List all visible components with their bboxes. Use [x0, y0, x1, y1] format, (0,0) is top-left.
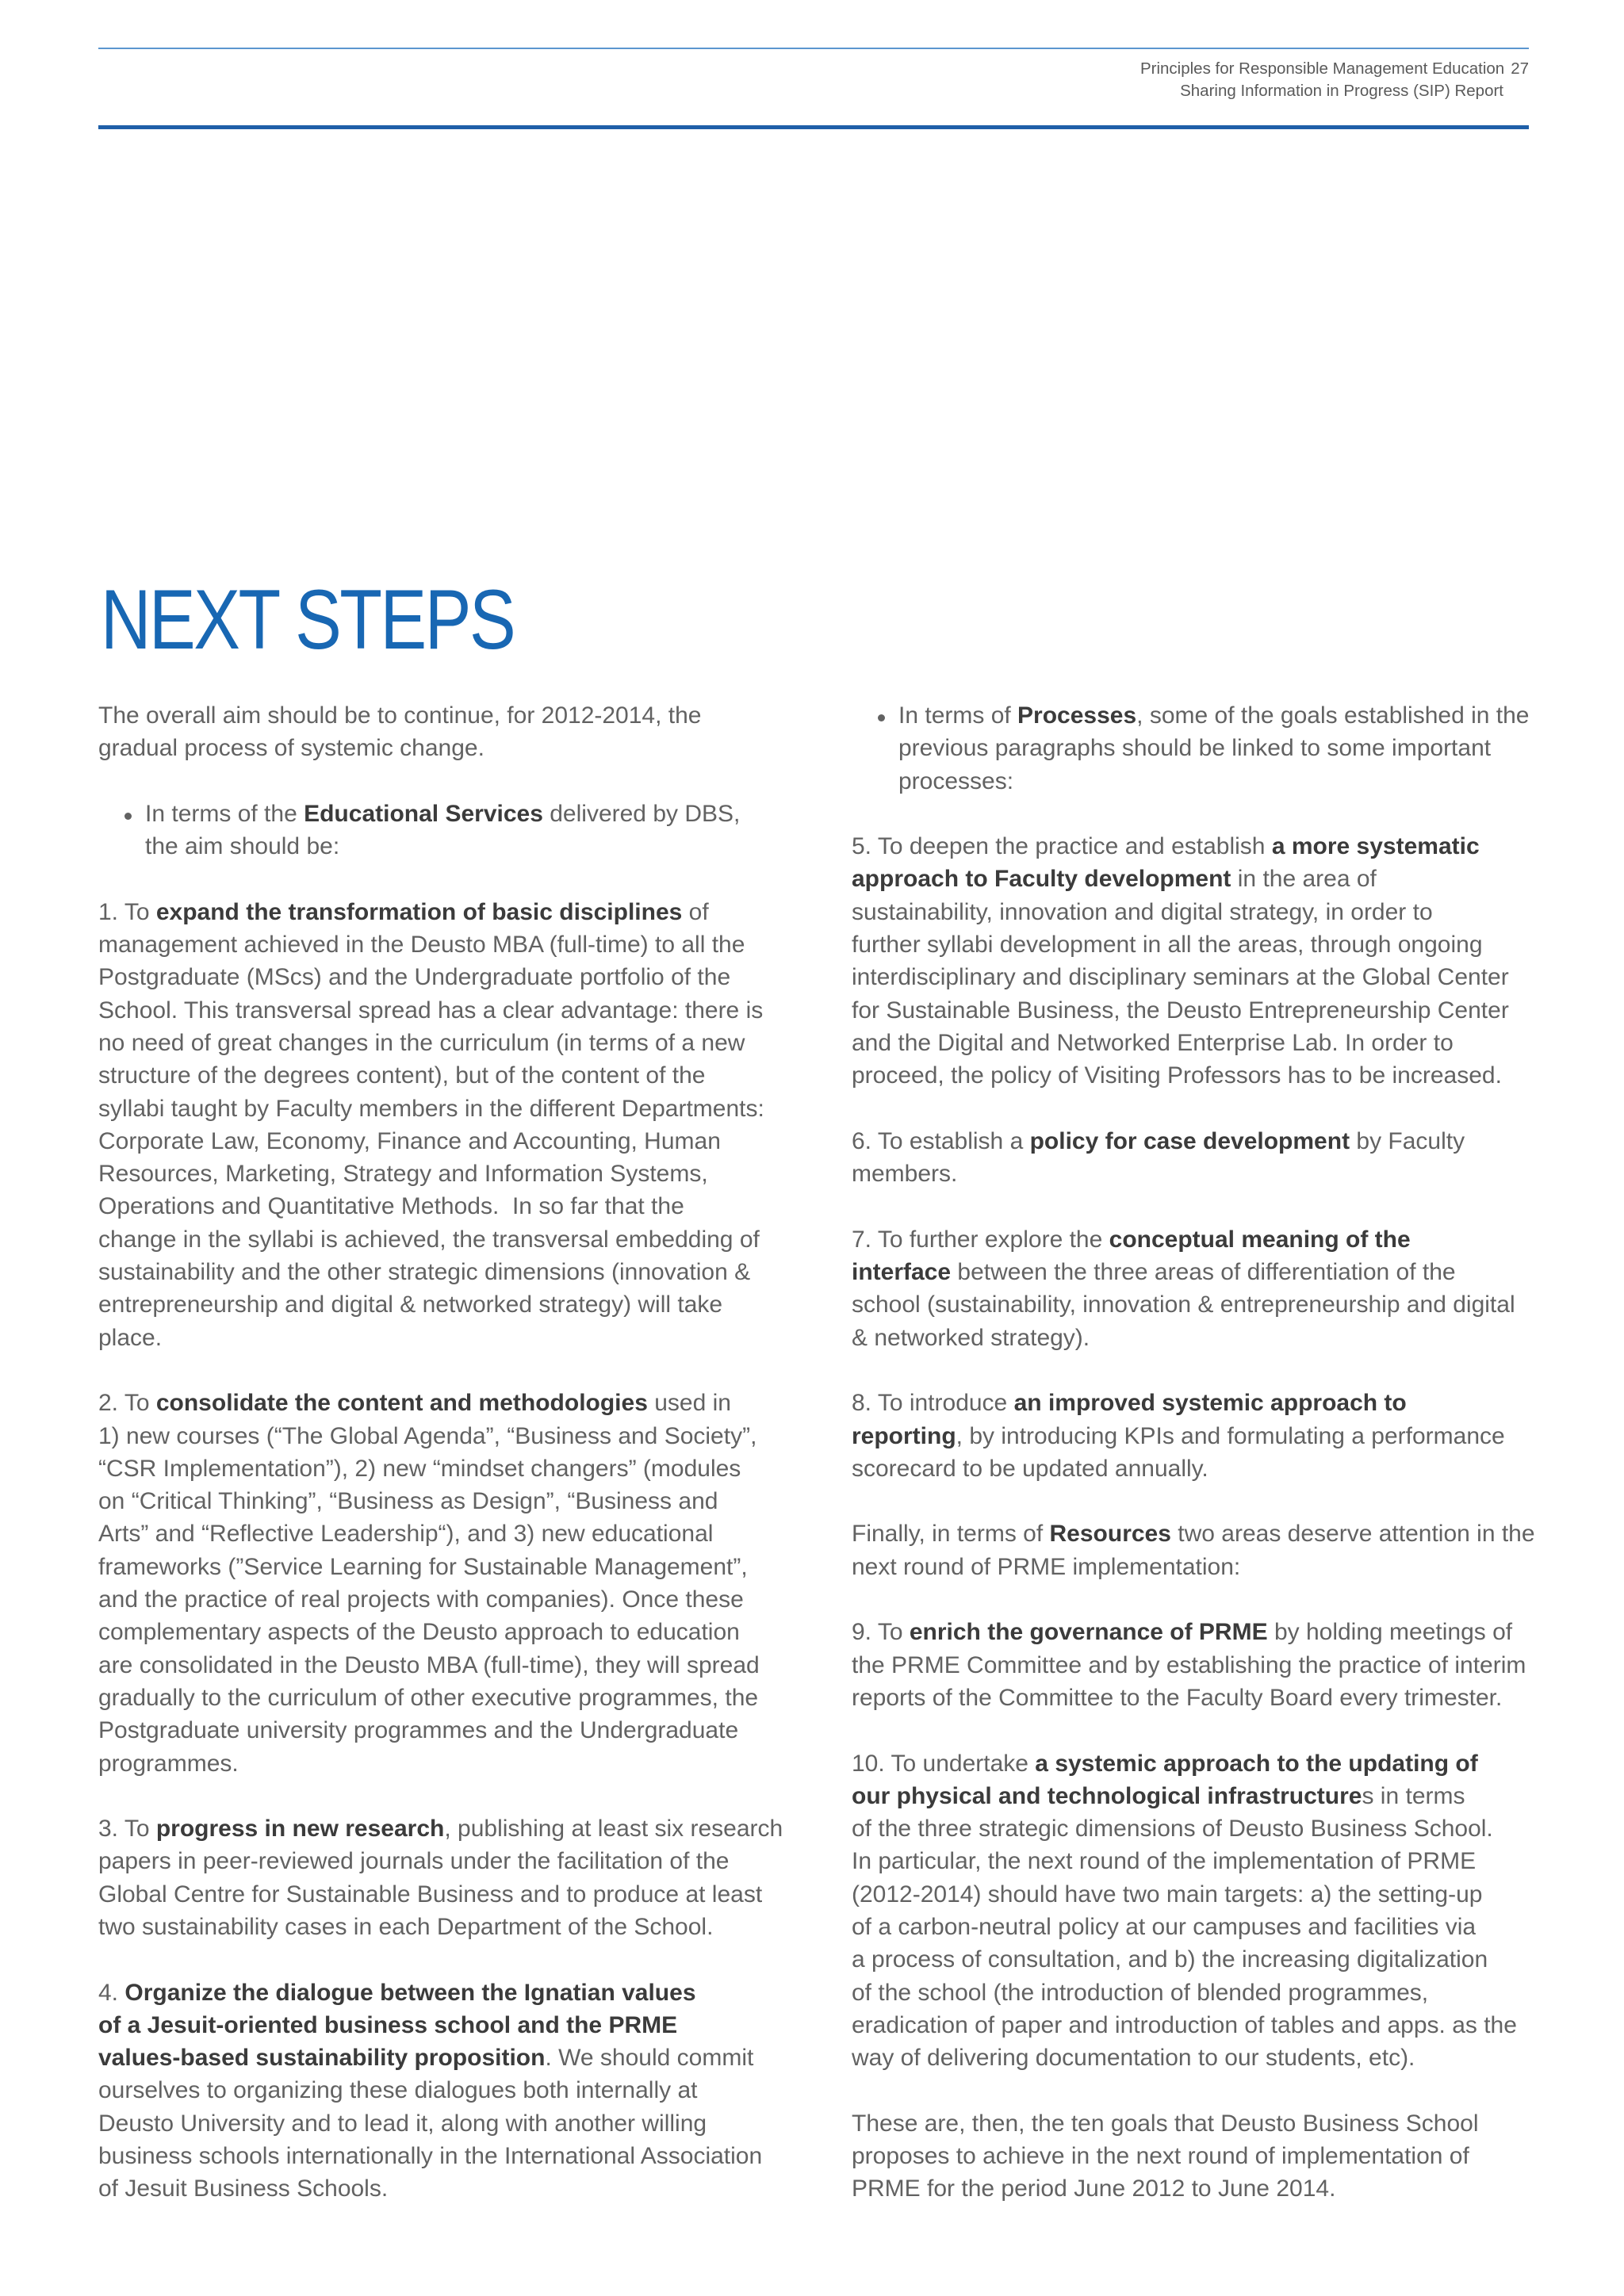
bold-phrase: a more systematic: [1271, 833, 1480, 860]
text-run: , publishing at least six research: [444, 1816, 783, 1843]
header-top-rule: [98, 48, 1529, 49]
educational-services-bullet: [98, 798, 796, 863]
bold-phrase: progress in new research: [155, 1816, 445, 1843]
text-line: frameworks (”Service Learning for Sustainable Management”,: [98, 1553, 748, 1580]
text-line: previous paragraphs should be linked to some important: [898, 735, 1492, 762]
text-line: management achieved in the Deusto MBA (full-time) to all the: [98, 932, 745, 959]
left-column: [98, 699, 796, 2238]
text-run: , by introducing KPIs and formulating a performance: [956, 1422, 1505, 1449]
text-line: School. This transversal spread has a clear advantage: there is: [98, 997, 764, 1024]
text-line: gradually to the curriculum of other executive programmes, the: [98, 1684, 759, 1711]
text-line: syllabi taught by Faculty members in the different Departments:: [98, 1095, 764, 1122]
text-line: Operations and Quantitative Methods. In so far that the: [98, 1193, 684, 1220]
text-line: [852, 830, 1549, 863]
text-run: delivered by DBS,: [542, 800, 741, 827]
right-column: [852, 699, 1549, 2238]
text-run: s in terms: [1362, 1782, 1465, 1809]
resources-intro-paragraph: [852, 1517, 1549, 1583]
text-line: [852, 1256, 1549, 1288]
bold-phrase: enrich the governance of PRME: [909, 1619, 1268, 1646]
text-line: [852, 1780, 1549, 1812]
text-line: Corporate Law, Economy, Finance and Accounting, Human: [98, 1127, 721, 1154]
bold-phrase: interface: [852, 1259, 952, 1286]
text-run: 3. To: [98, 1816, 156, 1843]
text-line: [98, 1812, 796, 1845]
text-line: change in the syllabi is achieved, the transversal embedding of: [98, 1226, 760, 1253]
text-line: Postgraduate university programmes and the Undergraduate: [98, 1717, 739, 1744]
text-line: & networked strategy).: [852, 1324, 1090, 1351]
text-line: ourselves to organizing these dialogues both internally at: [98, 2077, 698, 2104]
text-line: [852, 1420, 1549, 1452]
text-line: of a carbon-neutral policy at our campuses and facilities via: [852, 1913, 1477, 1940]
text-line: way of delivering documentation to our students, etc).: [852, 2045, 1415, 2072]
text-line: scorecard to be updated annually.: [852, 1455, 1208, 1482]
bold-phrase: consolidate the content and methodologies: [155, 1390, 648, 1417]
bold-phrase: Educational Services: [304, 800, 543, 827]
text-line: further syllabi development in all the areas, through ongoing: [852, 932, 1483, 959]
text-line: papers in peer-reviewed journals under the facilitation of the: [98, 1848, 730, 1875]
bold-phrase: policy for case development: [1029, 1127, 1350, 1154]
bold-phrase: approach to Faculty development: [852, 866, 1231, 893]
text-line: and the practice of real projects with companies). Once these: [98, 1586, 744, 1613]
text-run: 7. To further explore the: [852, 1226, 1109, 1253]
text-line: entrepreneurship and digital & networked strategy) will take: [98, 1292, 723, 1318]
text-line: of Jesuit Business Schools.: [98, 2175, 389, 2202]
running-header: [1140, 58, 1529, 102]
text-run: , some of the goals established in the: [1136, 702, 1530, 729]
text-line: sustainability, innovation and digital strategy, in order to: [852, 898, 1433, 925]
goal-10-paragraph: [852, 1747, 1549, 2075]
text-line: 1) new courses (“The Global Agenda”, “Business and Society”,: [98, 1422, 757, 1449]
goal-7-paragraph: [852, 1223, 1549, 1354]
text-line: interdisciplinary and disciplinary seminars at the Global Center: [852, 964, 1509, 991]
bold-phrase: our physical and technological infrastructure: [852, 1782, 1362, 1809]
bold-phrase: a systemic approach to the updating of: [1035, 1750, 1478, 1777]
text-line: PRME for the period June 2012 to June 2014.: [852, 2175, 1336, 2202]
goal-5-paragraph: [852, 830, 1549, 1092]
text-line: next round of PRME implementation:: [852, 1553, 1241, 1580]
text-line: processes:: [898, 767, 1014, 794]
text-run: of: [682, 898, 709, 925]
text-line: the aim should be:: [145, 833, 340, 860]
text-line: [98, 1976, 796, 2009]
text-line: Postgraduate (MScs) and the Undergraduate portfolio of the: [98, 964, 731, 991]
text-line: [145, 798, 796, 830]
text-run: between the three areas of differentiation of the: [951, 1259, 1456, 1286]
text-run: 1. To: [98, 898, 156, 925]
text-line: [898, 699, 1549, 732]
processes-bullet: [852, 699, 1549, 798]
goal-2-paragraph: [98, 1387, 796, 1780]
text-line: Global Centre for Sustainable Business and to produce at least: [98, 1881, 763, 1908]
text-run: 10. To undertake: [852, 1750, 1036, 1777]
bold-phrase: Processes: [1017, 702, 1137, 729]
page-number: 27: [1511, 59, 1529, 78]
text-line: proposes to achieve in the next round of implementation of: [852, 2143, 1469, 2170]
bold-phrase: reporting: [852, 1422, 956, 1449]
text-line: [852, 1747, 1549, 1780]
text-line: eradication of paper and introduction of tables and apps. as the: [852, 2011, 1517, 2038]
text-run: In terms of the: [145, 800, 304, 827]
text-line: structure of the degrees content), but of the content of the: [98, 1062, 706, 1089]
text-line: In particular, the next round of the implementation of PRME: [852, 1848, 1477, 1875]
text-line: for Sustainable Business, the Deusto Entrepreneurship Center: [852, 997, 1509, 1024]
report-subtitle: Sharing Information in Progress (SIP) Report: [1180, 82, 1503, 100]
goal-1-paragraph: [98, 896, 796, 1354]
goal-8-paragraph: [852, 1387, 1549, 1485]
running-header-line: [1140, 58, 1529, 80]
text-line: proceed, the policy of Visiting Professors has to be increased.: [852, 1062, 1502, 1089]
text-run: by holding meetings of: [1267, 1619, 1513, 1646]
bullet-icon: [878, 714, 885, 721]
text-run: two areas deserve attention in the: [1170, 1521, 1535, 1548]
text-line: a process of consultation, and b) the increasing digitalization: [852, 1946, 1488, 1973]
text-run: used in: [647, 1390, 731, 1417]
text-line: complementary aspects of the Deusto approach to education: [98, 1619, 740, 1646]
text-line: Resources, Marketing, Strategy and Information Systems,: [98, 1161, 708, 1188]
goal-6-paragraph: [852, 1125, 1549, 1191]
text-run: 8. To introduce: [852, 1390, 1014, 1417]
bold-phrase: Organize the dialogue between the Ignatian values: [124, 1979, 696, 2006]
text-run: In terms of: [898, 702, 1018, 729]
text-line: [98, 896, 796, 928]
text-line: The overall aim should be to continue, for 2012-2014, the: [98, 702, 702, 729]
text-line: the PRME Committee and by establishing the practice of interim: [852, 1651, 1526, 1678]
text-run: . We should commit: [545, 2045, 754, 2072]
bold-phrase: conceptual meaning of the: [1109, 1226, 1411, 1253]
text-line: place.: [98, 1324, 163, 1351]
text-line: programmes.: [98, 1750, 239, 1777]
text-line: gradual process of systemic change.: [98, 735, 485, 762]
goal-3-paragraph: [98, 1812, 796, 1943]
bold-phrase: Resources: [1049, 1521, 1171, 1548]
text-line: “CSR Implementation”), 2) new “mindset changers” (modules: [98, 1455, 741, 1482]
text-line: [98, 2042, 796, 2074]
text-run: Finally, in terms of: [852, 1521, 1050, 1548]
header-bottom-rule: [98, 125, 1529, 129]
text-line: school (sustainability, innovation & entrepreneurship and digital: [852, 1292, 1515, 1318]
text-line: [852, 1616, 1549, 1648]
goal-9-paragraph: [852, 1616, 1549, 1714]
text-line: of the three strategic dimensions of Deusto Business School.: [852, 1816, 1493, 1843]
text-run: 6. To establish a: [852, 1127, 1030, 1154]
text-line: These are, then, the ten goals that Deusto Business School: [852, 2110, 1479, 2137]
text-line: two sustainability cases in each Department of the School.: [98, 1913, 714, 1940]
text-line: business schools internationally in the International Association: [98, 2143, 763, 2170]
bold-phrase: values-based sustainability proposition: [98, 2045, 546, 2072]
text-line: Deusto University and to lead it, along with another willing: [98, 2110, 707, 2137]
text-line: members.: [852, 1161, 958, 1188]
text-line: (2012-2014) should have two main targets: a) the setting-up: [852, 1881, 1483, 1908]
bold-phrase: expand the transformation of basic disciplines: [155, 898, 683, 925]
goal-4-paragraph: [98, 1976, 796, 2206]
bold-phrase: an improved systemic approach to: [1013, 1390, 1407, 1417]
text-line: sustainability and the other strategic dimensions (innovation &: [98, 1259, 751, 1286]
intro-paragraph: [98, 699, 796, 765]
text-line: [98, 1387, 796, 1419]
text-line: and the Digital and Networked Enterprise Lab. In order to: [852, 1029, 1454, 1056]
text-line: [852, 1125, 1549, 1158]
text-line: on “Critical Thinking”, “Business as Design”, “Business and: [98, 1488, 718, 1515]
text-line: of a Jesuit-oriented business school and the PRME: [98, 2011, 678, 2038]
text-line: [852, 1517, 1549, 1550]
text-line: are consolidated in the Deusto MBA (full-time), they will spread: [98, 1651, 760, 1678]
closing-paragraph: [852, 2107, 1549, 2206]
text-line: [852, 1387, 1549, 1419]
text-line: [852, 1223, 1549, 1256]
text-run: 4.: [98, 1979, 125, 2006]
bullet-icon: [124, 813, 132, 820]
text-run: 2. To: [98, 1390, 156, 1417]
report-title: Principles for Responsible Management Education: [1139, 59, 1505, 78]
text-run: in the area of: [1231, 866, 1377, 893]
text-line: [852, 863, 1549, 895]
text-run: 9. To: [852, 1619, 910, 1646]
text-line: reports of the Committee to the Faculty Board every trimester.: [852, 1684, 1503, 1711]
text-line: of the school (the introduction of blended programmes,: [852, 1979, 1429, 2006]
section-title: NEXT STEPS: [101, 572, 515, 667]
text-line: Arts” and “Reflective Leadership“), and 3) new educational: [98, 1521, 714, 1548]
text-run: by Faculty: [1350, 1127, 1465, 1154]
text-run: 5. To deepen the practice and establish: [852, 833, 1272, 860]
text-line: no need of great changes in the curriculum (in terms of a new: [98, 1029, 745, 1056]
